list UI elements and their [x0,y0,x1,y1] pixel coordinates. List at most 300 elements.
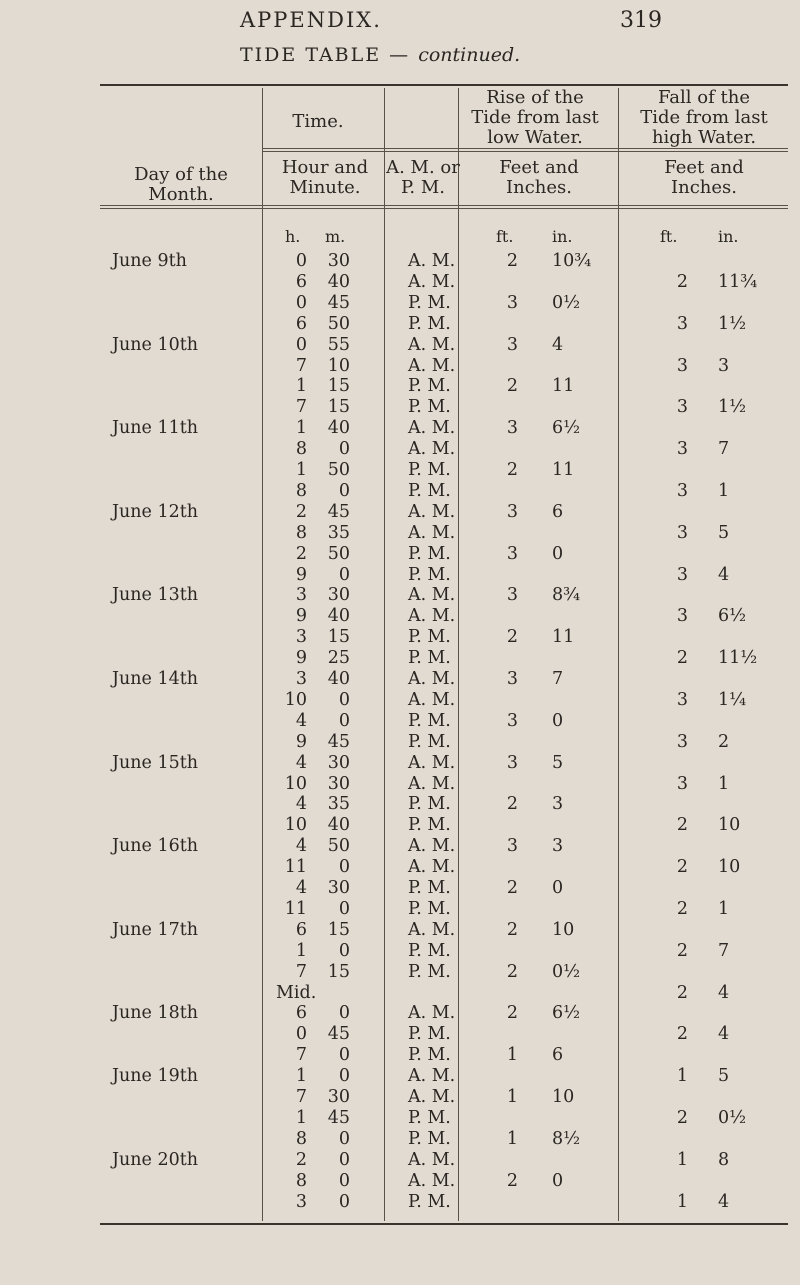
row-rise-inches: 7 [552,669,564,689]
row-am-pm: P. M. [408,627,451,648]
row-hour: 6 [295,1003,307,1024]
row-fall-feet: 2 [676,940,688,961]
table-row [100,565,788,587]
table-row [100,314,788,336]
row-rise-feet: 2 [506,878,518,898]
row-am-pm: A. M. [408,1149,456,1170]
unit-hours: h. [285,227,301,246]
table-row [100,460,788,482]
row-fall-feet: 2 [676,1024,688,1045]
row-minute: 50 [327,460,350,480]
row-rise-inches: 6 [552,501,564,522]
row-rise-feet: 3 [506,418,518,439]
row-hour: 2 [295,1149,307,1170]
row-rise-inches: 10 [552,919,575,940]
row-fall-inches: 7 [718,940,730,961]
table-row [100,1129,788,1151]
table-row [100,293,788,315]
row-rise-inches: 6½ [552,1003,581,1024]
row-hour: 1 [295,1066,307,1087]
unit-fall-feet: ft. [660,227,678,246]
row-am-pm: P. M. [408,961,451,982]
row-fall-inches: 2 [718,731,730,752]
row-rise-feet: 3 [506,543,518,564]
row-rise-feet: 3 [506,710,518,731]
row-day: June 16th [112,836,199,857]
row-am-pm: P. M. [408,710,451,731]
row-minute: 40 [327,271,350,292]
row-rise-inches: 0½ [552,292,581,313]
top-rule [100,84,788,86]
row-rise-inches: 5 [552,752,564,773]
row-am-pm: A. M. [408,251,456,271]
row-rise-feet: 3 [506,501,518,522]
bottom-rule [100,1223,788,1225]
row-fall-feet: 2 [676,857,688,878]
row-rise-inches: 10 [552,1087,575,1107]
row-minute: 0 [338,857,350,878]
table-row [100,794,788,816]
table-row [100,941,788,963]
row-hour: 4 [295,878,307,898]
table-row [100,669,788,691]
row-am-pm: P. M. [408,376,451,397]
row-hour: 4 [295,836,307,857]
table-row [100,753,788,775]
row-fall-feet: 1 [676,1149,688,1170]
row-fall-inches: 1 [718,773,730,794]
row-am-pm: P. M. [408,815,451,836]
row-am-pm: P. M. [408,1107,451,1128]
row-minute: 45 [327,1107,350,1128]
row-am-pm: A. M. [408,1087,456,1107]
row-fall-inches: 1¼ [718,689,747,710]
row-fall-feet: 2 [676,648,688,669]
row-minute: 30 [327,585,350,606]
header-bottom-rule-2 [100,208,788,209]
row-minute: 0 [338,940,350,961]
row-am-pm: P. M. [408,648,451,669]
row-rise-feet: 3 [506,836,518,857]
row-am-pm: P. M. [408,898,451,919]
table-row [100,836,788,858]
row-hour: 10 [284,773,307,794]
row-day: June 18th [112,1003,199,1024]
row-hour: 8 [295,480,307,501]
row-rise-feet: 1 [506,1128,518,1149]
row-hour: 1 [295,418,307,439]
row-fall-inches: 8 [718,1149,730,1170]
table-row [100,983,788,1005]
row-hour: 7 [295,1087,307,1107]
table-row [100,878,788,900]
row-hour: 1 [295,460,307,480]
row-hour: 8 [295,1170,307,1191]
row-rise-feet: 3 [506,334,518,355]
row-rise-feet: 2 [506,376,518,397]
table-row [100,439,788,461]
table-row [100,857,788,879]
row-day: June 12th [112,501,199,522]
row-fall-inches: 11½ [718,648,758,669]
row-rise-inches: 0 [552,710,564,731]
row-minute: 10 [327,355,350,376]
row-hour: 6 [295,313,307,334]
row-am-pm: A. M. [408,773,456,794]
row-am-pm: A. M. [408,919,456,940]
row-minute: 40 [327,606,350,627]
row-minute: 15 [327,919,350,940]
row-rise-inches: 0 [552,878,564,898]
unit-minutes: m. [325,227,346,246]
row-minute: 40 [327,815,350,836]
row-rise-inches: 11 [552,627,575,648]
table-row [100,418,788,440]
row-minute: 15 [327,376,350,397]
row-hour: 4 [295,752,307,773]
am-pm-header: A. M. or P. M. [386,157,460,198]
row-hour: 6 [295,271,307,292]
row-midnight: Mid. [276,982,317,1003]
row-fall-inches: 10 [718,857,741,878]
row-hour: 1 [295,376,307,397]
row-rise-inches: 4 [552,334,564,355]
row-hour: 11 [284,898,307,919]
row-am-pm: A. M. [408,606,456,627]
table-row [100,627,788,649]
row-am-pm: A. M. [408,355,456,376]
row-rise-feet: 2 [506,1003,518,1024]
table-row [100,920,788,942]
row-minute: 0 [338,1003,350,1024]
row-fall-feet: 3 [676,564,688,585]
row-am-pm: A. M. [408,857,456,878]
row-am-pm: A. M. [408,271,456,292]
row-am-pm: A. M. [408,836,456,857]
table-row [100,1171,788,1193]
row-fall-inches: 1½ [718,313,747,334]
table-row [100,1045,788,1067]
row-day: June 19th [112,1066,199,1087]
row-rise-inches: 11 [552,376,575,397]
table-row [100,732,788,754]
row-day: June 17th [112,919,199,940]
row-minute: 15 [327,627,350,648]
row-hour: 9 [295,731,307,752]
row-hour: 0 [295,1024,307,1045]
row-fall-feet: 3 [676,313,688,334]
row-minute: 50 [327,543,350,564]
row-fall-inches: 6½ [718,606,747,627]
table-row [100,1024,788,1046]
row-fall-inches: 1 [718,898,730,919]
row-am-pm: P. M. [408,794,451,815]
unit-fall-inches: in. [718,227,739,246]
table-row [100,1192,788,1214]
row-minute: 55 [327,334,350,355]
row-minute: 45 [327,292,350,313]
row-hour: 7 [295,961,307,982]
row-minute: 35 [327,794,350,815]
table-row [100,356,788,378]
row-minute: 15 [327,397,350,418]
row-hour: 4 [295,710,307,731]
row-am-pm: A. M. [408,418,456,439]
row-minute: 25 [327,648,350,669]
header-rule-1 [262,148,788,149]
row-am-pm: P. M. [408,1191,451,1212]
row-fall-inches: 4 [718,564,730,585]
row-day: June 14th [112,669,199,689]
row-hour: 3 [295,669,307,689]
row-fall-feet: 3 [676,522,688,543]
table-row [100,335,788,357]
row-minute: 30 [327,1087,350,1107]
row-day: June 13th [112,585,199,606]
row-day: June 15th [112,752,199,773]
row-hour: 7 [295,397,307,418]
row-minute: 0 [338,1066,350,1087]
row-fall-feet: 3 [676,355,688,376]
row-am-pm: P. M. [408,460,451,480]
row-fall-inches: 3 [718,355,730,376]
row-rise-inches: 8¾ [552,585,581,606]
row-rise-feet: 3 [506,752,518,773]
row-minute: 45 [327,731,350,752]
row-fall-inches: 10 [718,815,741,836]
row-rise-inches: 0½ [552,961,581,982]
table-row [100,1150,788,1172]
row-rise-feet: 3 [506,292,518,313]
row-hour: 2 [295,543,307,564]
row-rise-feet: 2 [506,794,518,815]
row-rise-feet: 2 [506,1170,518,1191]
row-fall-feet: 2 [676,271,688,292]
table-row [100,648,788,670]
row-hour: 8 [295,522,307,543]
row-hour: 3 [295,627,307,648]
row-minute: 0 [338,1191,350,1212]
header-bottom-rule-1 [100,205,788,206]
page-number: 319 [620,8,662,33]
row-minute: 0 [338,710,350,731]
row-fall-feet: 2 [676,1107,688,1128]
row-fall-inches: 1 [718,480,730,501]
row-am-pm: A. M. [408,585,456,606]
row-hour: 0 [295,251,307,271]
row-fall-inches: 5 [718,522,730,543]
row-day: June 11th [112,418,199,439]
table-row [100,585,788,607]
row-hour: 6 [295,919,307,940]
row-hour: 0 [295,334,307,355]
row-fall-feet: 2 [676,982,688,1003]
row-fall-feet: 3 [676,731,688,752]
row-am-pm: P. M. [408,543,451,564]
row-minute: 40 [327,669,350,689]
row-hour: 8 [295,1128,307,1149]
row-am-pm: P. M. [408,564,451,585]
row-fall-feet: 3 [676,689,688,710]
row-hour: 9 [295,564,307,585]
row-minute: 0 [338,439,350,460]
row-minute: 0 [338,1149,350,1170]
table-row [100,690,788,712]
day-column-header: Day of the Month. [134,164,228,205]
row-fall-feet: 1 [676,1191,688,1212]
row-fall-feet: 3 [676,773,688,794]
table-row [100,1108,788,1130]
row-hour: 1 [295,940,307,961]
row-minute: 0 [338,1128,350,1149]
row-minute: 30 [327,251,350,271]
row-rise-feet: 3 [506,585,518,606]
row-am-pm: A. M. [408,669,456,689]
row-am-pm: A. M. [408,689,456,710]
row-hour: 1 [295,1107,307,1128]
row-minute: 0 [338,1170,350,1191]
row-hour: 8 [295,439,307,460]
row-rise-feet: 2 [506,627,518,648]
row-fall-inches: 0½ [718,1107,747,1128]
fall-units-header: Feet and Inches. [664,157,744,198]
row-minute: 50 [327,836,350,857]
table-row [100,502,788,524]
row-day: June 20th [112,1149,199,1170]
row-fall-inches: 5 [718,1066,730,1087]
header-rule-2 [262,151,788,152]
unit-rise-inches: in. [552,227,573,246]
row-minute: 0 [338,480,350,501]
row-minute: 0 [338,898,350,919]
row-fall-feet: 1 [676,1066,688,1087]
row-rise-inches: 11 [552,460,575,480]
row-rise-feet: 2 [506,251,518,271]
row-am-pm: A. M. [408,1003,456,1024]
table-row [100,1066,788,1088]
row-rise-inches: 3 [552,794,564,815]
row-minute: 0 [338,689,350,710]
row-am-pm: A. M. [408,334,456,355]
row-am-pm: A. M. [408,1170,456,1191]
row-am-pm: A. M. [408,522,456,543]
row-am-pm: A. M. [408,752,456,773]
table-row [100,899,788,921]
row-fall-feet: 2 [676,815,688,836]
table-title-main: TIDE TABLE [240,44,382,66]
rise-group-header: Rise of the Tide from last low Water. [471,87,599,148]
running-title: APPENDIX. [240,8,382,32]
row-rise-inches: 6½ [552,418,581,439]
table-title-continued: continued. [418,44,521,66]
table-row [100,962,788,984]
row-am-pm: P. M. [408,731,451,752]
row-am-pm: P. M. [408,292,451,313]
row-day: June 9th [112,251,187,271]
row-am-pm: P. M. [408,313,451,334]
table-row [100,606,788,628]
table-row [100,711,788,733]
row-rise-feet: 1 [506,1087,518,1107]
row-am-pm: P. M. [408,397,451,418]
row-minute: 40 [327,418,350,439]
table-row [100,774,788,796]
row-fall-feet: 3 [676,606,688,627]
row-hour: 10 [284,815,307,836]
table-row [100,544,788,566]
row-fall-inches: 11¾ [718,271,758,292]
row-minute: 45 [327,501,350,522]
row-fall-inches: 4 [718,1191,730,1212]
row-am-pm: A. M. [408,1066,456,1087]
row-fall-inches: 4 [718,982,730,1003]
row-am-pm: P. M. [408,1024,451,1045]
row-fall-feet: 3 [676,439,688,460]
row-rise-feet: 2 [506,919,518,940]
table-row [100,523,788,545]
row-minute: 50 [327,313,350,334]
row-hour: 11 [284,857,307,878]
time-group-header: Time. [292,111,344,132]
row-am-pm: P. M. [408,1045,451,1066]
row-rise-inches: 0 [552,543,564,564]
table-row [100,1003,788,1025]
table-row [100,272,788,294]
row-hour: 2 [295,501,307,522]
row-rise-inches: 6 [552,1045,564,1066]
row-am-pm: P. M. [408,878,451,898]
row-rise-feet: 3 [506,669,518,689]
row-rise-feet: 1 [506,1045,518,1066]
table-row [100,481,788,503]
row-hour: 7 [295,355,307,376]
row-minute: 0 [338,564,350,585]
row-minute: 30 [327,773,350,794]
fall-group-header: Fall of the Tide from last high Water. [640,87,768,148]
row-hour: 4 [295,794,307,815]
table-row [100,251,788,273]
row-minute: 15 [327,961,350,982]
row-am-pm: P. M. [408,1128,451,1149]
row-rise-inches: 0 [552,1170,564,1191]
row-fall-feet: 2 [676,898,688,919]
row-rise-feet: 2 [506,961,518,982]
row-rise-inches: 8½ [552,1128,581,1149]
row-hour: 0 [295,292,307,313]
row-hour: 9 [295,648,307,669]
table-row [100,397,788,419]
row-hour: 3 [295,1191,307,1212]
table-row [100,376,788,398]
page-header [0,8,800,32]
row-fall-inches: 7 [718,439,730,460]
row-fall-feet: 3 [676,397,688,418]
row-am-pm: A. M. [408,501,456,522]
row-hour: 10 [284,689,307,710]
row-minute: 0 [338,1045,350,1066]
row-day: June 10th [112,334,199,355]
row-am-pm: P. M. [408,480,451,501]
table-title [240,44,520,66]
row-hour: 9 [295,606,307,627]
row-rise-feet: 2 [506,460,518,480]
row-fall-inches: 1½ [718,397,747,418]
row-fall-feet: 3 [676,480,688,501]
row-rise-inches: 10¾ [552,251,592,271]
row-minute: 35 [327,522,350,543]
row-hour: 7 [295,1045,307,1066]
hour-minute-header: Hour and Minute. [281,157,369,198]
